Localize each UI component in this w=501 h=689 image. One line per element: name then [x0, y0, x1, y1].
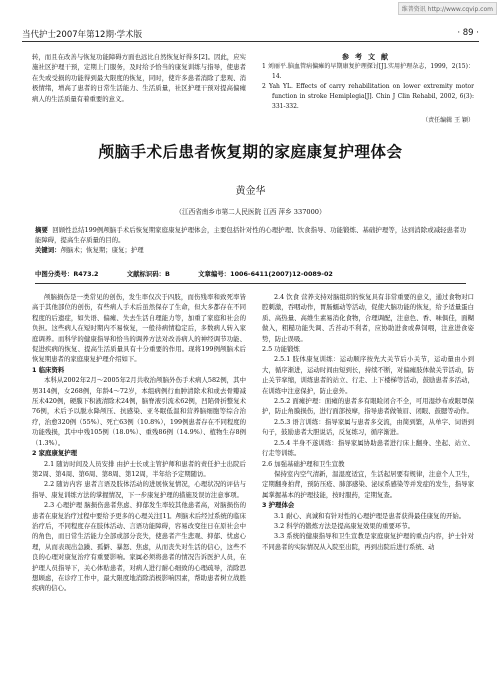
document-code: 文献标识码：B — [126, 270, 170, 278]
subsection-heading: 2.6 加强基础护理和卫生宣教 — [262, 459, 345, 468]
section-heading: 3 护理体会 — [262, 501, 295, 510]
watermark: 维普资讯 http://www.cqvip.com — [398, 2, 497, 15]
right-column — [262, 292, 474, 552]
section-heading: 2 家庭康复护理 — [32, 449, 78, 458]
subsection-heading: 2.5 功能锻炼 — [262, 345, 300, 354]
abstract — [35, 225, 466, 256]
keywords: 颅脑术；恢复期；康复；护理 — [60, 246, 144, 255]
reference-item: 2 Yah YL. Effects of carry rehabilitation on lower extremity motor function in stroke Hemiplegia[J]. Chin J Clin Rehabil, 2002, 6(3): 331-332. — [262, 83, 474, 111]
references-title: 参考文献 — [342, 52, 394, 61]
paragraph-2-5-1: 2.5.1 肢体康复训练：运动顺序按先大关节后小关节，运动量由小到大，循序渐进，运动时间由短到长，持续不断，对偏瘫肢体做关节活动，防止关节挛缩，训练患者的站立、行走、上下楼梯等活动，鼓励患者多活动，在训练中注意保护，防止意外。 — [262, 355, 474, 395]
journal-header: 当代护士2007年第12期·学术版 — [22, 30, 143, 40]
paragraph-3-2: 3.2 科学的锻炼方法是提高康复效果的重要环节。 — [274, 521, 415, 530]
paragraph-2-4: 2.4 饮食 营养支持对脑组织的恢复具有非常重要的意义，通过食物对口腔刺激，吞咽动作，胃肠蠕动等活动，促使大脑功能的恢复，给予适量蛋白质、高热量、高维生素易消化食物，合理调配，注意色、香、味俱佳，面糊做入，粗糙功能失调、舌苔动不利者，应协助进食或鼻饲喂，注意进食姿势，防止误吸。 — [262, 293, 474, 343]
clc-number: 中图分类号：R473.2 — [35, 270, 99, 278]
left-column — [32, 292, 246, 594]
paragraph-2-5-3: 2.5.3 语言训练：指导家属与患者多交流，由简到繁，从单字、词语到句子，鼓励患者大胆说话，反复练习，循序渐进。 — [262, 417, 474, 437]
paragraph-3-1: 3.1 耐心、真诚和有针对性的心理护理是患者获得最佳康复的开始。 — [274, 511, 466, 520]
page-number: · 89 · — [457, 28, 479, 38]
author-affiliation: （江西省南乡市第二人民医院 江西 萍乡 337000） — [175, 208, 326, 216]
divider — [35, 283, 466, 284]
previous-article-tail — [32, 52, 246, 104]
author-name: 黄金华 — [235, 186, 266, 197]
previous-article-text: 转，而且在改善与恢复功能障碍方面也远比自然恢复好得多[2]。因此，应实施社区护理干预，定期上门服务，及时给予恰当的康复训练与指导，使患者在失或受损的功能得到最大限度的恢复，同时，使许多患者消除了悲观、消极情绪，增高了患者的日常生活能力、生活质量，社区护理干预对提高偏瘫病人的生活质量有着重要的意义。 — [32, 53, 246, 103]
paragraph-3-3: 3.3 系统的健康指导和卫生宣教是家庭康复护理的重点内容，护士针对不同患者的实际情况从入院至出院，再到出院后进行系统、动 — [262, 532, 474, 551]
abstract-label: 摘要 — [35, 226, 48, 234]
paragraph-2-5-2: 2.5.2 面瘫护理：面瘫的患者多有眼睑闭合不全，可用湿纱布或眼罩保护，防止角膜损伤，进行面部按摩，指导患者做皱眉、闭眼、鼓腮等动作。 — [262, 397, 474, 416]
reference-item: 1 刘丽平.脑血管病偏瘫的早期康复护理探讨[J].实用护理杂志，1999，2(15)：14. — [262, 63, 474, 81]
article-number: 文章编号：1006-6411(2007)12-0089-02 — [198, 270, 333, 278]
keywords-label: 关键词： — [35, 246, 61, 255]
paragraph-2-5-4: 2.5.4 半身不遂训练：指导家属协助患者进行床上翻身、坐起、站立、行走等训练。 — [262, 438, 474, 458]
intro-paragraph: 颅脑损伤是一类常见的创伤，发生率仅次于四肢，而伤残率和致死率皆高于其他部位的创伤，有些病人手术后虽然保存了生命，但大多都存在不同程度的后遗症，如失语、偏瘫、失去生活自理能力等，加重了家庭和社会的负担。这些病人在短时期内不易恢复，一般待病情稳定后，多数病人转入家庭调养。而科学的健康指导和恰当的调养方法对改善病人的神经调节功能、促进疾病的恢复、提高生活质量具有十分重要的作用。现将199例颅脑术后恢复期患者的家庭康复护理介绍如下。 — [32, 293, 246, 364]
article-title: 颅脑手术后患者恢复期的家庭康复护理体会 — [98, 143, 403, 161]
running-header — [22, 28, 479, 42]
article-meta — [35, 269, 466, 278]
section-heading: 1 临床资料 — [32, 365, 65, 374]
references-block — [262, 52, 474, 127]
responsible-editor: （责任编辑 王 颖） — [422, 117, 474, 125]
clinical-data-paragraph: 本科从2002年2月～2005年2月共收治颅脑外伤手术病人582例，其中男314例，女268例，年龄4～72岁，本组病例行血肿清除术和或去骨瓣减压术420例，硬膜下积液清除术24例，脑脊液引流术62例，凹陷骨折整复术76例，术后予以脱水降颅压、抗感染、亚冬眠低温和营养脑细胞等综合治疗，治愈320例（55%）、死亡63例（10.8%），199例患者存在不同程度的功能残损，其中中残105例（18.0%）、重残86例（14.9%）、植物生存8例（1.3%）。 — [32, 376, 247, 447]
abstract-text: 回顾性总结199例颅脑手术后恢复期家庭康复护理体会，主要包括针对性的心理护理、饮食指导、功能锻炼、基础护理等，达到消除或减轻患者功能障碍，提高生存质量的目的。 — [35, 226, 467, 245]
paragraph-2-1: 2.1 随访时间及人员安排 由护士长或主管护师和患者的责任护士出院后第2周、第4周、第6周、第8周、第12周，半年给予定期随访。 — [32, 459, 246, 478]
paragraph-2-3: 2.3 心理护理 脑损伤患者焦虑、抑郁发生率较其他患者高，对脑损伤的患者在康复治疗过程中要给予更多的心理关注[1]。颅脑术后经过系统的临床治疗后，不同程度存在肢体活动、言语功能障碍，容易改变往日在原社会中的角色，而日常生活能力全部或部分丧失，使患者产生悲观、抑郁、忧虑心理，从而表现出急躁、孤僻、暴怒、焦虑，从而丧失对生活的信心，这些不良的心理对康复治疗有重要影响。家属必须将患者的情况告诉医护人员，在护理人员指导下，关心体贴患者，对病人进行耐心细致的心理疏导，消除思想顾虑，在诊疗工作中，最大限度地消除消极影响因素，帮助患者树立战胜疾病的信心。 — [32, 501, 246, 593]
paragraph-2-2: 2.2 随访内容 患者言语及肢体活动的进展恢复情况，心理状况的评估与指导、康复训练方法的掌握情况，下一步康复护理的措施及误访注意事项。 — [32, 480, 246, 499]
paragraph-2-6: 保持室内空气清新，温湿度适宜，生活起居要有规律，注意个人卫生，定期翻身拍背，预防压疮、肺部感染、泌尿系感染等并发症的发生，指导家属掌握基本的护理技能，按时服药，定期复查。 — [262, 469, 474, 499]
